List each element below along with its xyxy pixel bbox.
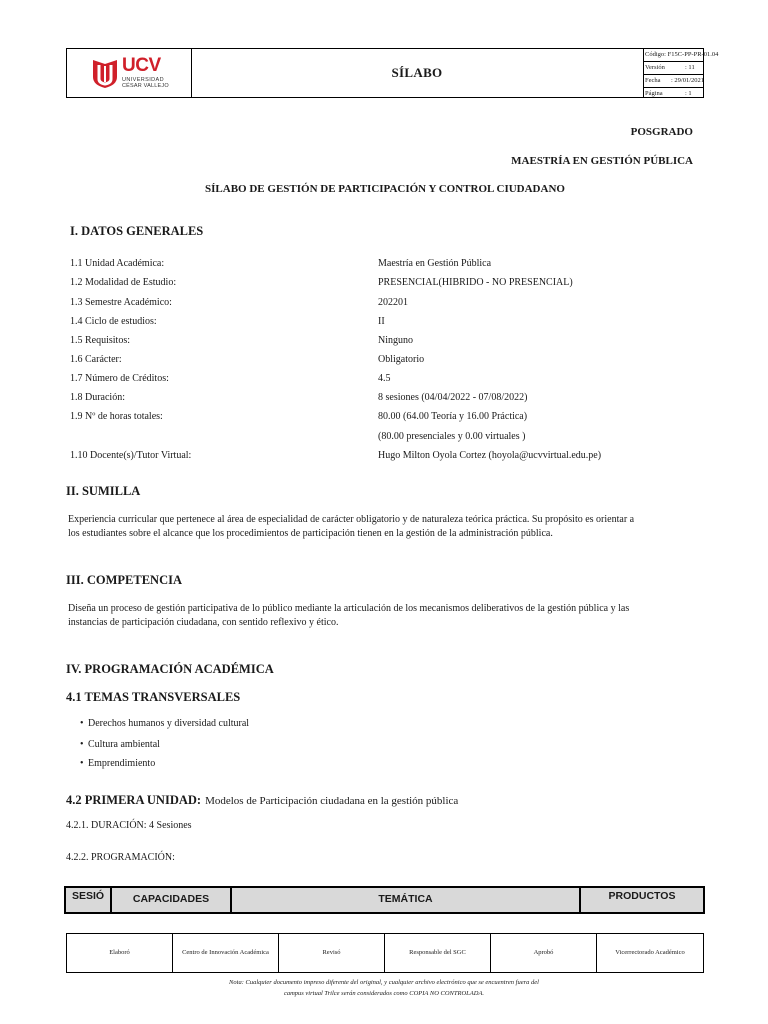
meta-row xyxy=(643,49,719,62)
sumilla-line: los estudiantes sobre el alcance que los procedimientos de participación tienen en la gestión de la administración pública. xyxy=(68,528,553,539)
subsection-heading-temas: 4.1 TEMAS TRANSVERSALES xyxy=(66,690,241,704)
datos-label: 1.2 Modalidad de Estudio: xyxy=(70,277,177,288)
datos-label: 1.3 Semestre Académico: xyxy=(70,297,172,308)
section-heading-sumilla: II. SUMILLA xyxy=(66,484,141,498)
unidad-programacion-label: 4.2.2. PROGRAMACIÓN: xyxy=(66,852,175,863)
logo-line2: CÉSAR VALLEJO xyxy=(122,83,169,89)
datos-label: 1.9 Nº de horas totales: xyxy=(70,411,163,422)
unidad-duracion: 4.2.1. DURACIÓN: 4 Sesiones xyxy=(66,820,192,831)
datos-label: 1.1 Unidad Académica: xyxy=(70,258,165,269)
meta-label: Página xyxy=(645,90,663,97)
approval-cell: Revisó xyxy=(279,934,385,972)
competencia-line: instancias de participación ciudadana, con sentido reflexivo y ético. xyxy=(68,617,339,628)
course-title: SÍLABO DE GESTIÓN DE PARTICIPACIÓN Y CONTROL CIUDADANO xyxy=(205,183,565,195)
datos-label: 1.4 Ciclo de estudios: xyxy=(70,316,157,327)
document-title: SÍLABO xyxy=(191,49,644,97)
datos-label: 1.10 Docente(s)/Tutor Virtual: xyxy=(70,450,192,461)
meta-label: Versión xyxy=(645,64,665,71)
datos-label: 1.5 Requisitos: xyxy=(70,335,131,346)
document-header xyxy=(66,48,719,98)
datos-value: 4.5 xyxy=(378,373,391,384)
meta-value: : 29/01/2021 xyxy=(670,77,704,84)
datos-value: 80.00 (64.00 Teoría y 16.00 Práctica) xyxy=(378,411,528,422)
sumilla-line: Experiencia curricular que pertenece al área de especialidad de carácter obligatorio y de naturaleza teórica práctica. Su propósito es orientar a xyxy=(68,514,635,525)
datos-value: 8 sesiones (04/04/2022 - 07/08/2022) xyxy=(378,392,528,403)
list-item: • Cultura ambiental xyxy=(88,739,160,750)
approval-cell: Responsable del SGC xyxy=(385,934,491,972)
program-level: POSGRADO xyxy=(630,126,693,138)
datos-value: II xyxy=(378,316,385,327)
meta-row xyxy=(643,75,704,88)
meta-value: : 1 xyxy=(685,90,692,97)
section-heading-datos-generales: I. DATOS GENERALES xyxy=(70,224,204,238)
approval-cell: Elaboró xyxy=(67,934,173,972)
datos-value: 202201 xyxy=(378,297,408,308)
meta-value: : 11 xyxy=(685,64,695,71)
meta-value: : F15C-PP-PR-01.04 xyxy=(664,51,719,58)
logo-cell xyxy=(67,49,192,97)
approval-cell: Vicerrectorado Académico xyxy=(615,949,685,956)
unidad-heading xyxy=(66,791,458,809)
list-item: • Emprendimiento xyxy=(88,758,155,769)
table-header-cell: CAPACIDADES xyxy=(112,888,232,912)
list-item: • Derechos humanos y diversidad cultural xyxy=(88,718,249,729)
datos-value: Maestría en Gestión Pública xyxy=(378,258,492,269)
footer-note-line: campus virtual Trilce serán considerados como COPIA NO CONTROLADA. xyxy=(283,990,485,997)
meta-row xyxy=(643,62,704,75)
datos-value: (80.00 presenciales y 0.00 virtuales ) xyxy=(378,431,526,442)
competencia-line: Diseña un proceso de gestión participativa de lo público mediante la articulación de los mecanismos deliberativos de la gestión pública y las xyxy=(68,603,630,614)
ucv-logo-icon xyxy=(91,57,119,89)
section-heading-competencia: III. COMPETENCIA xyxy=(66,573,182,587)
meta-row xyxy=(643,88,704,100)
logo-brand-text: UCV xyxy=(122,55,161,76)
table-header-cell: TEMÁTICA xyxy=(232,888,581,912)
approval-cell: Aprobó xyxy=(491,934,597,972)
datos-value: Hugo Milton Oyola Cortez (hoyola@ucvvirtual.edu.pe) xyxy=(378,450,602,461)
unidad-label: 4.2 PRIMERA UNIDAD: xyxy=(66,793,202,807)
datos-value: Obligatorio xyxy=(378,354,425,365)
logo-line1: UNIVERSIDAD xyxy=(122,77,164,83)
footer-note-line: Nota: Cualquier documento impreso diferente del original, y cualquier archivo electrónico que se encuentren fuera del xyxy=(229,979,539,986)
datos-value: PRESENCIAL(HIBRIDO - NO PRESENCIAL) xyxy=(378,277,573,288)
datos-label: 1.7 Número de Créditos: xyxy=(70,373,169,384)
programacion-table-header xyxy=(64,886,705,914)
document-meta xyxy=(643,49,719,97)
table-header-cell: SESIÓ xyxy=(66,888,112,912)
approval-table xyxy=(66,933,704,973)
meta-label: Código xyxy=(645,51,665,58)
table-header-cell: PRODUCTOS xyxy=(608,890,676,902)
datos-label: 1.8 Duración: xyxy=(70,392,125,403)
unidad-title: Modelos de Participación ciudadana en la gestión pública xyxy=(205,795,459,807)
datos-value: Ninguno xyxy=(378,335,413,346)
section-heading-programacion: IV. PROGRAMACIÓN ACADÉMICA xyxy=(66,662,274,676)
datos-label: 1.6 Carácter: xyxy=(70,354,122,365)
meta-label: Fecha xyxy=(645,77,661,84)
approval-cell: Centro de Innovación Académica xyxy=(173,934,279,972)
program-degree: MAESTRÍA EN GESTIÓN PÚBLICA xyxy=(511,155,693,167)
